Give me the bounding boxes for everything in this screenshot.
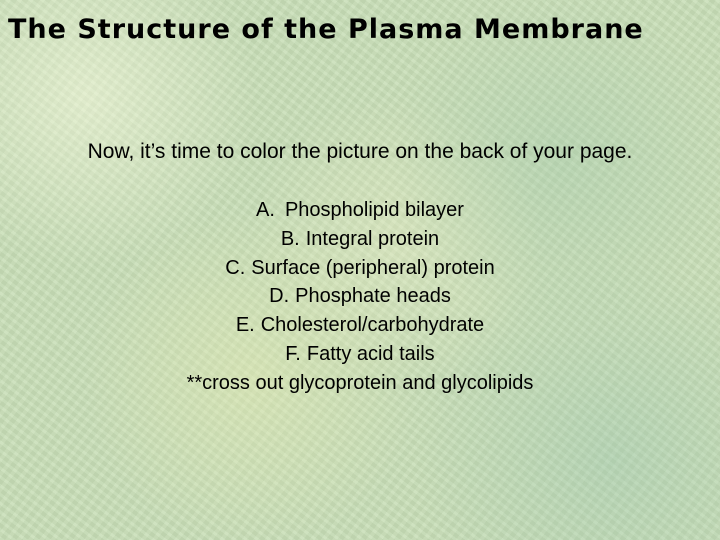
item-text: Phosphate heads: [295, 285, 451, 308]
list-item-d: [0, 282, 720, 311]
item-letter: F.: [285, 342, 301, 365]
list-item-a: [0, 196, 720, 225]
item-text: Integral protein: [305, 227, 440, 250]
list-item-note: [0, 369, 720, 398]
item-text: Surface (peripheral) protein: [251, 256, 495, 279]
item-letter: A.: [256, 199, 275, 221]
item-letter: C.: [225, 256, 246, 279]
intro-text: Now, it’s time to color the picture on the back of your page.: [87, 140, 633, 163]
list-item-e: [0, 311, 720, 340]
item-text: Fatty acid tails: [306, 342, 435, 365]
list-item-f: [0, 340, 720, 369]
item-letter: B.: [280, 227, 300, 250]
item-letter: E.: [235, 314, 255, 337]
item-text: Phospholipid bilayer: [284, 199, 464, 221]
item-text: Cholesterol/carbohydrate: [260, 314, 485, 337]
slide-title: The Structure of the Plasma Membrane: [8, 14, 644, 45]
item-letter: D.: [269, 285, 290, 308]
list-item-b: [0, 225, 720, 254]
label-list: [0, 196, 720, 398]
list-item-c: [0, 254, 720, 283]
note-text: **cross out glycoprotein and glycolipids: [186, 371, 534, 394]
